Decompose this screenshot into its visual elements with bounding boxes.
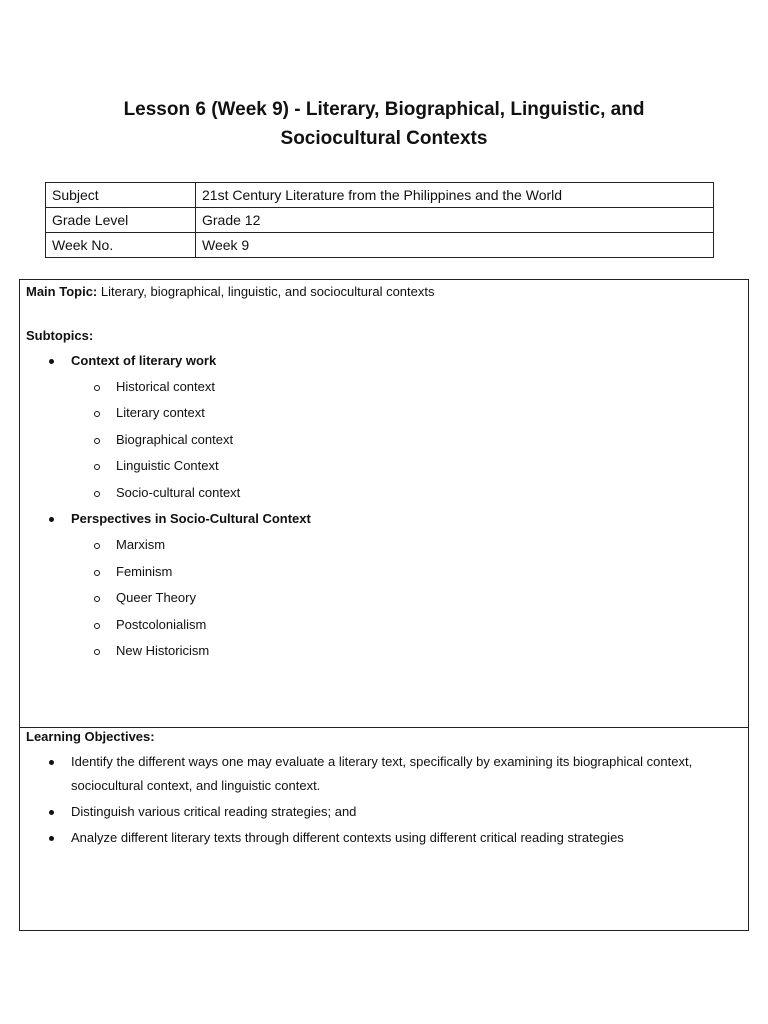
circle-bullet-icon (94, 543, 100, 549)
week-no-value: Week 9 (196, 233, 714, 258)
subject-value: 21st Century Literature from the Philippines and the World (196, 183, 714, 208)
topics-box (19, 279, 749, 728)
main-topic-line (26, 284, 435, 299)
circle-bullet-icon (94, 570, 100, 576)
list-item: Literary context (116, 405, 205, 420)
page-title-line-1: Lesson 6 (Week 9) - Literary, Biographical, Linguistic, and (123, 99, 645, 120)
subtopic-group-heading: Perspectives in Socio-Cultural Context (71, 511, 311, 526)
list-item: Biographical context (116, 432, 234, 447)
circle-bullet-icon (94, 623, 100, 629)
grade-level-value: Grade 12 (196, 208, 714, 233)
circle-bullet-icon (94, 464, 100, 470)
subject-label: Subject (46, 183, 196, 208)
bullet-icon (49, 836, 54, 841)
list-item: New Historicism (116, 643, 210, 658)
circle-bullet-icon (94, 438, 100, 444)
main-topic-value: Literary, biographical, linguistic, and sociocultural contexts (100, 284, 435, 299)
list-item: Socio-cultural context (116, 485, 241, 500)
table-row (46, 183, 714, 208)
bullet-icon (49, 359, 54, 364)
list-item: Marxism (116, 537, 166, 552)
circle-bullet-icon (94, 385, 100, 391)
subtopic-group-heading: Context of literary work (71, 353, 217, 368)
page-title (0, 95, 768, 153)
circle-bullet-icon (94, 649, 100, 655)
circle-bullet-icon (94, 491, 100, 497)
list-item: Historical context (116, 379, 215, 394)
objective-line: Analyze different literary texts through different contexts using different critical reading strategies (71, 830, 624, 845)
week-no-label: Week No. (46, 233, 196, 258)
objective-line: Identify the different ways one may evaluate a literary text, specifically by examining its biographical context, (71, 754, 693, 769)
bullet-icon (49, 517, 54, 522)
list-item: Linguistic Context (116, 458, 219, 473)
grade-level-label: Grade Level (46, 208, 196, 233)
list-item: Postcolonialism (116, 617, 207, 632)
bullet-icon (49, 810, 54, 815)
main-topic-label: Main Topic: (26, 284, 98, 299)
objective-line: Distinguish various critical reading strategies; and (71, 804, 357, 819)
circle-bullet-icon (94, 411, 100, 417)
page-title-line-2: Sociocultural Contexts (280, 128, 488, 149)
circle-bullet-icon (94, 596, 100, 602)
subtopics-label: Subtopics: (26, 328, 94, 343)
objective-line: sociocultural context, and linguistic context. (71, 778, 321, 793)
learning-objectives-box (19, 727, 749, 931)
table-row (46, 233, 714, 258)
bullet-icon (49, 760, 54, 765)
lesson-info-table (45, 182, 714, 258)
learning-objectives-label: Learning Objectives: (26, 729, 155, 744)
list-item: Feminism (116, 564, 173, 579)
list-item: Queer Theory (116, 590, 196, 605)
table-row (46, 208, 714, 233)
